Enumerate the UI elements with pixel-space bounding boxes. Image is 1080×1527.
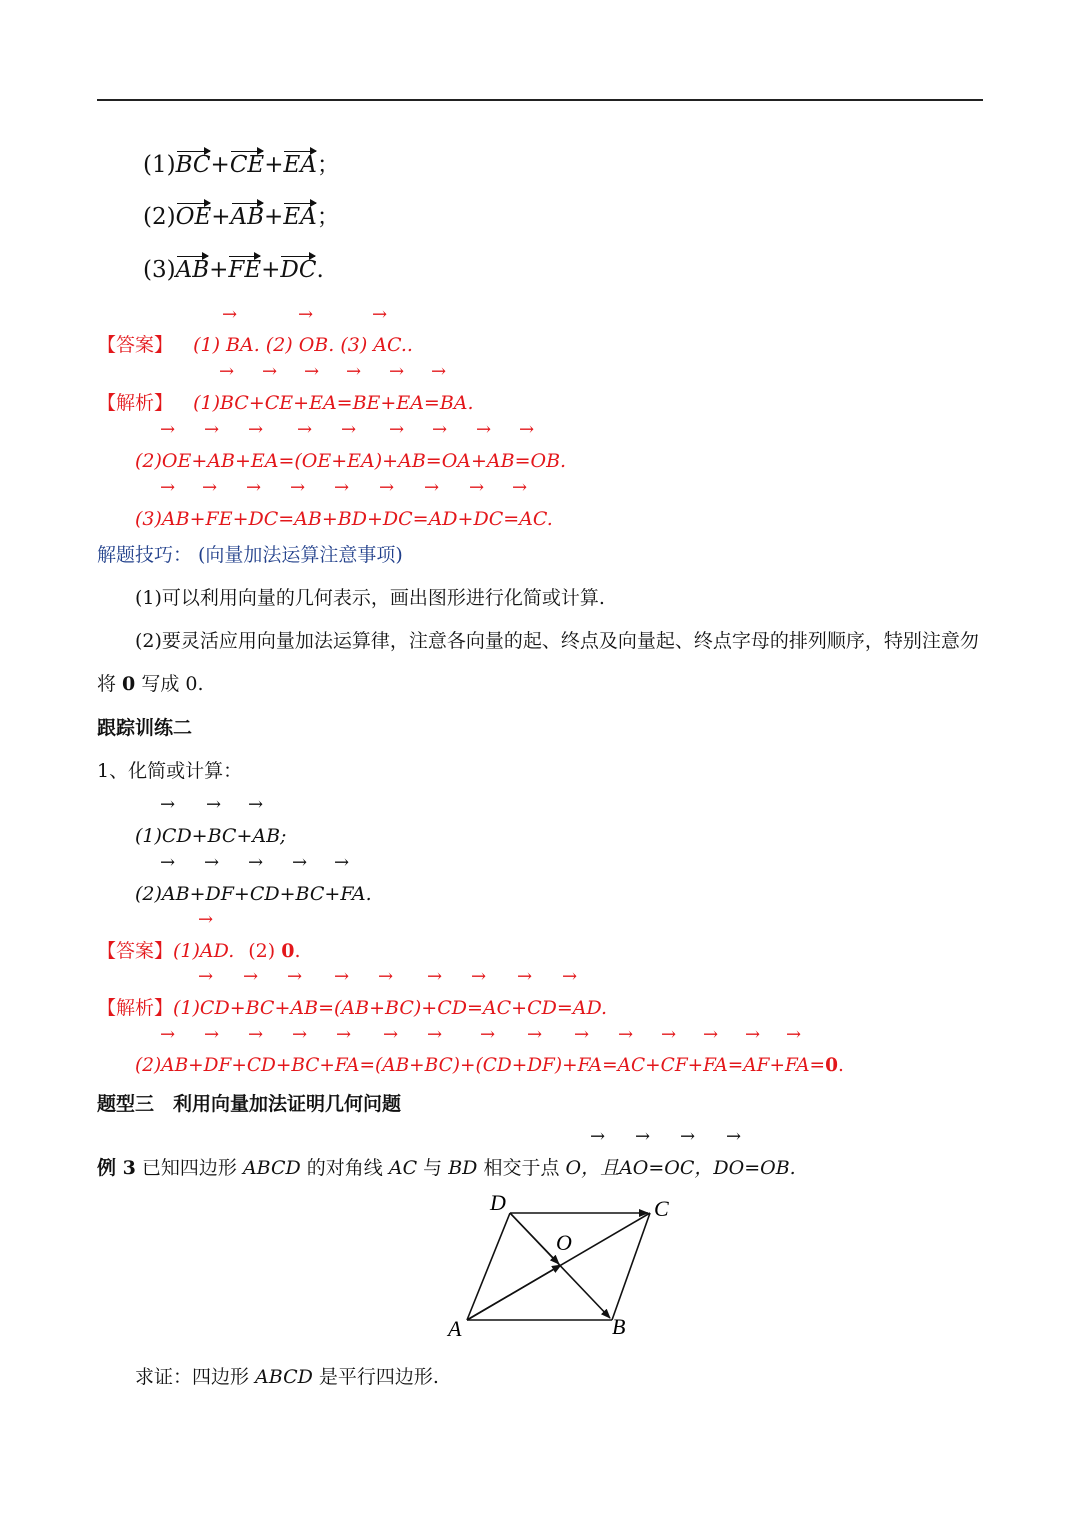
vector-ce: CE	[229, 152, 265, 178]
training-q2: (2)AB+DF+CD+BC+FA.	[135, 883, 372, 905]
vector-dc: DC	[280, 257, 317, 283]
vector-oe: OE	[175, 204, 212, 230]
vector-ao	[467, 1265, 561, 1320]
answer-2: 【答案】(1)AD. (2) 0.	[97, 940, 301, 962]
vector-ea: EA	[283, 204, 317, 230]
example-3: 例 3 已知四边形 ABCD 的对角线 AC 与 BD 相交于点 O，且AO=OC，DO=OB.	[97, 1157, 796, 1179]
parallelogram-figure	[440, 1188, 680, 1348]
vector-ea: EA	[283, 152, 317, 178]
label-d: D	[490, 1190, 506, 1215]
analysis-2-line-2: (2)AB+DF+CD+BC+FA=(AB+BC)+(CD+DF)+FA=AC+CF+FA=AF+FA=0.	[135, 1055, 844, 1076]
answer-1	[97, 333, 413, 357]
analysis-label: 【解析】	[97, 997, 174, 1019]
header-rule	[97, 99, 983, 101]
side-ad	[467, 1213, 510, 1320]
analysis-line-2: (2)OE+AB+EA=(OE+EA)+AB=OA+AB=OB.	[135, 450, 567, 472]
analysis-label: 【解析】	[97, 392, 174, 414]
problem-1: (1)BC+CE+EA；	[143, 152, 340, 178]
label-o: O	[556, 1230, 572, 1255]
vector-ab: AB	[230, 204, 265, 230]
tip-2: (2)要灵活应用向量加法运算律，注意各向量的起、终点及向量起、终点字母的排列顺序，特别注意勿	[135, 630, 979, 652]
tip-1: (1)可以利用向量的几何表示，画出图形进行化简或计算.	[135, 587, 605, 609]
vector-do	[510, 1213, 559, 1264]
analysis-line-3: (3)AB+FE+DC=AB+BD+DC=AD+DC=AC.	[135, 508, 553, 530]
tip-3: 将 0 写成 0.	[97, 673, 204, 695]
analysis-line-1: (1)BC+CE+EA=BE+EA=BA.	[193, 392, 474, 414]
label-b: B	[612, 1314, 626, 1339]
label-a: A	[448, 1316, 462, 1341]
vector-bc: BC	[175, 152, 211, 178]
tips-heading: 解题技巧： (向量加法运算注意事项)	[97, 544, 403, 566]
analysis-1	[97, 391, 474, 415]
vector-fe: FE	[228, 257, 262, 283]
label-c: C	[654, 1196, 669, 1221]
training-title: 跟踪训练二	[97, 717, 193, 739]
section-heading: 题型三 利用向量加法证明几何问题	[97, 1093, 402, 1115]
training-question: 1、化简或计算：	[97, 760, 243, 782]
prove-statement: 求证：四边形 ABCD 是平行四边形.	[135, 1366, 439, 1388]
answer-label: 【答案】	[97, 334, 174, 356]
problem-3: (3)AB+FE+DC.	[143, 257, 324, 283]
analysis-2-line-1: 【解析】(1)CD+BC+AB=(AB+BC)+CD=AC+CD=AD.	[97, 997, 608, 1019]
vector-ab: AB	[175, 257, 210, 283]
answer-label: 【答案】	[97, 940, 174, 962]
training-q1: (1)CD+BC+AB;	[135, 825, 287, 847]
answer-content: (1) BA. (2) OB. (3) AC..	[193, 334, 413, 356]
side-cb	[612, 1213, 650, 1320]
problem-2: (2)OE+AB+EA；	[143, 204, 340, 230]
